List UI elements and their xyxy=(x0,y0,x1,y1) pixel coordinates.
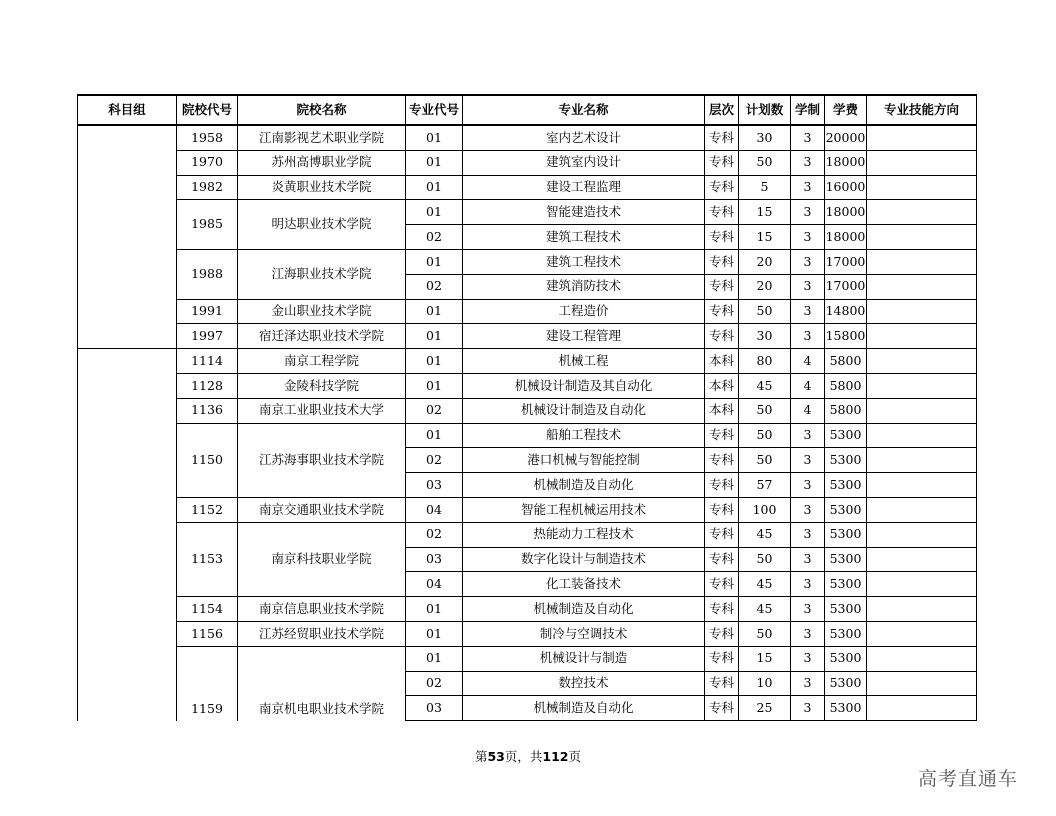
footer-prefix: 第 xyxy=(474,749,488,764)
years-cell: 3 xyxy=(791,299,825,324)
major-code-cell: 01 xyxy=(406,646,463,671)
major-name-cell: 数字化设计与制造技术 xyxy=(463,547,705,572)
skill-direction-cell xyxy=(867,473,977,498)
major-name-cell: 机械工程 xyxy=(463,349,705,374)
tuition-cell: 17000 xyxy=(825,249,867,274)
page-footer xyxy=(0,747,1056,765)
years-cell: 3 xyxy=(791,547,825,572)
school-code-cell: 1150 xyxy=(177,423,238,497)
plan-count-cell: 15 xyxy=(739,200,791,225)
plan-count-cell: 50 xyxy=(739,150,791,175)
tuition-cell: 17000 xyxy=(825,274,867,299)
school-name-cell: 南京交通职业技术学院 xyxy=(238,497,406,522)
col-header-level: 层次 xyxy=(705,95,739,125)
tuition-cell: 15800 xyxy=(825,324,867,349)
plan-count-cell: 15 xyxy=(739,225,791,250)
skill-direction-cell xyxy=(867,572,977,597)
school-name-cell: 南京工业职业技术大学 xyxy=(238,398,406,423)
col-header-school-name: 院校名称 xyxy=(238,95,406,125)
level-cell: 专科 xyxy=(705,423,739,448)
school-name-cell: 金陵科技学院 xyxy=(238,373,406,398)
level-cell: 专科 xyxy=(705,547,739,572)
level-cell: 本科 xyxy=(705,398,739,423)
years-cell: 3 xyxy=(791,671,825,696)
plan-count-cell: 20 xyxy=(739,274,791,299)
header-row xyxy=(78,95,977,125)
skill-direction-cell xyxy=(867,448,977,473)
skill-direction-cell xyxy=(867,597,977,622)
table-row xyxy=(78,646,977,671)
school-code-cell: 1128 xyxy=(177,373,238,398)
level-cell: 专科 xyxy=(705,597,739,622)
plan-count-cell: 50 xyxy=(739,423,791,448)
major-code-cell: 03 xyxy=(406,473,463,498)
skill-direction-cell xyxy=(867,324,977,349)
major-name-cell: 建筑消防技术 xyxy=(463,274,705,299)
major-code-cell: 01 xyxy=(406,200,463,225)
level-cell: 专科 xyxy=(705,249,739,274)
table-row xyxy=(78,597,977,622)
skill-direction-cell xyxy=(867,349,977,374)
years-cell: 4 xyxy=(791,349,825,374)
major-name-cell: 机械制造及自动化 xyxy=(463,473,705,498)
major-name-cell: 机械制造及自动化 xyxy=(463,696,705,721)
col-header-school-code: 院校代号 xyxy=(177,95,238,125)
major-code-cell: 01 xyxy=(406,175,463,200)
school-name-cell: 宿迁泽达职业技术学院 xyxy=(238,324,406,349)
skill-direction-cell xyxy=(867,175,977,200)
table-row xyxy=(78,349,977,374)
tuition-cell: 5300 xyxy=(825,473,867,498)
major-name-cell: 室内艺术设计 xyxy=(463,125,705,150)
plan-count-cell: 30 xyxy=(739,125,791,150)
years-cell: 3 xyxy=(791,522,825,547)
school-code-cell: 1136 xyxy=(177,398,238,423)
tuition-cell: 14800 xyxy=(825,299,867,324)
tuition-cell: 5300 xyxy=(825,423,867,448)
level-cell: 专科 xyxy=(705,150,739,175)
school-name-cell: 苏州高博职业学院 xyxy=(238,150,406,175)
school-code-cell: 1159 xyxy=(177,646,238,720)
major-code-cell: 02 xyxy=(406,671,463,696)
plan-count-cell: 5 xyxy=(739,175,791,200)
school-code-cell: 1153 xyxy=(177,522,238,596)
col-header-skill-direction: 专业技能方向 xyxy=(867,95,977,125)
years-cell: 3 xyxy=(791,150,825,175)
plan-count-cell: 45 xyxy=(739,373,791,398)
plan-count-cell: 45 xyxy=(739,572,791,597)
tuition-cell: 5800 xyxy=(825,373,867,398)
school-code-cell: 1152 xyxy=(177,497,238,522)
level-cell: 专科 xyxy=(705,497,739,522)
school-name-cell: 江苏海事职业技术学院 xyxy=(238,423,406,497)
table-row xyxy=(78,423,977,448)
skill-direction-cell xyxy=(867,696,977,721)
major-name-cell: 智能工程机械运用技术 xyxy=(463,497,705,522)
tuition-cell: 5300 xyxy=(825,522,867,547)
major-code-cell: 01 xyxy=(406,150,463,175)
tuition-cell: 5300 xyxy=(825,621,867,646)
skill-direction-cell xyxy=(867,249,977,274)
tuition-cell: 5300 xyxy=(825,448,867,473)
skill-direction-cell xyxy=(867,522,977,547)
years-cell: 3 xyxy=(791,423,825,448)
major-name-cell: 建设工程监理 xyxy=(463,175,705,200)
level-cell: 专科 xyxy=(705,299,739,324)
school-name-cell: 江苏经贸职业技术学院 xyxy=(238,621,406,646)
col-header-years: 学制 xyxy=(791,95,825,125)
major-code-cell: 02 xyxy=(406,398,463,423)
table-row xyxy=(78,125,977,150)
years-cell: 3 xyxy=(791,225,825,250)
table-row xyxy=(78,324,977,349)
skill-direction-cell xyxy=(867,547,977,572)
skill-direction-cell xyxy=(867,423,977,448)
plan-count-cell: 50 xyxy=(739,621,791,646)
tuition-cell: 5300 xyxy=(825,671,867,696)
major-code-cell: 02 xyxy=(406,448,463,473)
table-row xyxy=(78,373,977,398)
plan-count-cell: 100 xyxy=(739,497,791,522)
major-name-cell: 船舶工程技术 xyxy=(463,423,705,448)
footer-total-pages: 112 xyxy=(542,749,569,764)
school-name-cell: 金山职业技术学院 xyxy=(238,299,406,324)
school-code-cell: 1982 xyxy=(177,175,238,200)
school-code-cell: 1958 xyxy=(177,125,238,150)
skill-direction-cell xyxy=(867,200,977,225)
level-cell: 专科 xyxy=(705,324,739,349)
tuition-cell: 18000 xyxy=(825,200,867,225)
major-code-cell: 01 xyxy=(406,249,463,274)
major-code-cell: 03 xyxy=(406,547,463,572)
major-name-cell: 智能建造技术 xyxy=(463,200,705,225)
years-cell: 3 xyxy=(791,125,825,150)
school-name-cell: 南京机电职业技术学院 xyxy=(238,646,406,720)
major-code-cell: 01 xyxy=(406,299,463,324)
level-cell: 专科 xyxy=(705,125,739,150)
major-name-cell: 热能动力工程技术 xyxy=(463,522,705,547)
major-name-cell: 机械设计制造及其自动化 xyxy=(463,373,705,398)
major-name-cell: 建筑工程技术 xyxy=(463,225,705,250)
school-code-cell: 1997 xyxy=(177,324,238,349)
level-cell: 专科 xyxy=(705,621,739,646)
plan-count-cell: 20 xyxy=(739,249,791,274)
level-cell: 专科 xyxy=(705,646,739,671)
plan-count-cell: 80 xyxy=(739,349,791,374)
admission-plan-table xyxy=(77,94,977,721)
major-code-cell: 01 xyxy=(406,423,463,448)
plan-count-cell: 50 xyxy=(739,547,791,572)
tuition-cell: 5300 xyxy=(825,696,867,721)
years-cell: 3 xyxy=(791,646,825,671)
tuition-cell: 16000 xyxy=(825,175,867,200)
years-cell: 3 xyxy=(791,473,825,498)
skill-direction-cell xyxy=(867,125,977,150)
years-cell: 3 xyxy=(791,175,825,200)
level-cell: 专科 xyxy=(705,225,739,250)
table-row xyxy=(78,200,977,225)
major-name-cell: 化工装备技术 xyxy=(463,572,705,597)
tuition-cell: 18000 xyxy=(825,225,867,250)
years-cell: 3 xyxy=(791,597,825,622)
level-cell: 专科 xyxy=(705,522,739,547)
years-cell: 3 xyxy=(791,200,825,225)
skill-direction-cell xyxy=(867,671,977,696)
col-header-subject-group: 科目组 xyxy=(78,95,177,125)
table-row xyxy=(78,150,977,175)
major-name-cell: 机械设计制造及自动化 xyxy=(463,398,705,423)
plan-count-cell: 50 xyxy=(739,299,791,324)
plan-count-cell: 45 xyxy=(739,597,791,622)
col-header-major-name: 专业名称 xyxy=(463,95,705,125)
table-row xyxy=(78,621,977,646)
years-cell: 3 xyxy=(791,696,825,721)
footer-suffix: 页 xyxy=(568,749,582,764)
school-code-cell: 1970 xyxy=(177,150,238,175)
major-code-cell: 01 xyxy=(406,597,463,622)
skill-direction-cell xyxy=(867,621,977,646)
years-cell: 3 xyxy=(791,274,825,299)
major-name-cell: 建设工程管理 xyxy=(463,324,705,349)
skill-direction-cell xyxy=(867,497,977,522)
major-code-cell: 01 xyxy=(406,373,463,398)
major-code-cell: 01 xyxy=(406,349,463,374)
major-code-cell: 02 xyxy=(406,522,463,547)
table-row xyxy=(78,398,977,423)
plan-count-cell: 10 xyxy=(739,671,791,696)
major-name-cell: 机械制造及自动化 xyxy=(463,597,705,622)
level-cell: 专科 xyxy=(705,696,739,721)
major-code-cell: 02 xyxy=(406,274,463,299)
table-row xyxy=(78,175,977,200)
skill-direction-cell xyxy=(867,646,977,671)
school-name-cell: 南京科技职业学院 xyxy=(238,522,406,596)
subject-group-cell xyxy=(78,125,177,349)
tuition-cell: 5300 xyxy=(825,597,867,622)
major-name-cell: 建筑工程技术 xyxy=(463,249,705,274)
major-name-cell: 工程造价 xyxy=(463,299,705,324)
level-cell: 专科 xyxy=(705,200,739,225)
level-cell: 专科 xyxy=(705,175,739,200)
tuition-cell: 5300 xyxy=(825,646,867,671)
years-cell: 3 xyxy=(791,572,825,597)
major-code-cell: 02 xyxy=(406,225,463,250)
major-name-cell: 建筑室内设计 xyxy=(463,150,705,175)
school-code-cell: 1991 xyxy=(177,299,238,324)
plan-count-cell: 50 xyxy=(739,448,791,473)
table-row xyxy=(78,522,977,547)
years-cell: 3 xyxy=(791,249,825,274)
major-name-cell: 数控技术 xyxy=(463,671,705,696)
school-name-cell: 南京工程学院 xyxy=(238,349,406,374)
skill-direction-cell xyxy=(867,150,977,175)
major-name-cell: 机械设计与制造 xyxy=(463,646,705,671)
watermark-text: 高考直通车 xyxy=(918,768,1019,790)
skill-direction-cell xyxy=(867,373,977,398)
level-cell: 本科 xyxy=(705,373,739,398)
major-code-cell: 03 xyxy=(406,696,463,721)
major-code-cell: 01 xyxy=(406,621,463,646)
level-cell: 专科 xyxy=(705,473,739,498)
level-cell: 专科 xyxy=(705,572,739,597)
level-cell: 专科 xyxy=(705,671,739,696)
major-code-cell: 04 xyxy=(406,497,463,522)
school-name-cell: 江海职业技术学院 xyxy=(238,249,406,299)
major-code-cell: 01 xyxy=(406,324,463,349)
table-row xyxy=(78,249,977,274)
tuition-cell: 5800 xyxy=(825,349,867,374)
major-code-cell: 04 xyxy=(406,572,463,597)
level-cell: 专科 xyxy=(705,274,739,299)
tuition-cell: 18000 xyxy=(825,150,867,175)
school-name-cell: 江南影视艺术职业学院 xyxy=(238,125,406,150)
plan-count-cell: 45 xyxy=(739,522,791,547)
years-cell: 3 xyxy=(791,448,825,473)
major-name-cell: 港口机械与智能控制 xyxy=(463,448,705,473)
school-name-cell: 南京信息职业技术学院 xyxy=(238,597,406,622)
skill-direction-cell xyxy=(867,225,977,250)
table-row xyxy=(78,299,977,324)
plan-count-cell: 30 xyxy=(739,324,791,349)
table-row xyxy=(78,497,977,522)
tuition-cell: 5300 xyxy=(825,497,867,522)
col-header-major-code: 专业代号 xyxy=(406,95,463,125)
years-cell: 4 xyxy=(791,398,825,423)
school-name-cell: 明达职业技术学院 xyxy=(238,200,406,250)
school-name-cell: 炎黄职业技术学院 xyxy=(238,175,406,200)
school-code-cell: 1114 xyxy=(177,349,238,374)
level-cell: 本科 xyxy=(705,349,739,374)
subject-group-cell xyxy=(78,349,177,721)
tuition-cell: 5800 xyxy=(825,398,867,423)
plan-count-cell: 25 xyxy=(739,696,791,721)
years-cell: 3 xyxy=(791,324,825,349)
school-code-cell: 1988 xyxy=(177,249,238,299)
skill-direction-cell xyxy=(867,398,977,423)
col-header-plan-count: 计划数 xyxy=(739,95,791,125)
tuition-cell: 5300 xyxy=(825,547,867,572)
years-cell: 4 xyxy=(791,373,825,398)
school-code-cell: 1985 xyxy=(177,200,238,250)
school-code-cell: 1156 xyxy=(177,621,238,646)
skill-direction-cell xyxy=(867,299,977,324)
plan-count-cell: 15 xyxy=(739,646,791,671)
tuition-cell: 5300 xyxy=(825,572,867,597)
major-code-cell: 01 xyxy=(406,125,463,150)
tuition-cell: 20000 xyxy=(825,125,867,150)
plan-count-cell: 57 xyxy=(739,473,791,498)
skill-direction-cell xyxy=(867,274,977,299)
footer-mid: 页，共 xyxy=(504,749,543,764)
plan-count-cell: 50 xyxy=(739,398,791,423)
major-name-cell: 制冷与空调技术 xyxy=(463,621,705,646)
years-cell: 3 xyxy=(791,497,825,522)
footer-page-number: 53 xyxy=(487,749,505,764)
level-cell: 专科 xyxy=(705,448,739,473)
col-header-tuition: 学费 xyxy=(825,95,867,125)
school-code-cell: 1154 xyxy=(177,597,238,622)
years-cell: 3 xyxy=(791,621,825,646)
